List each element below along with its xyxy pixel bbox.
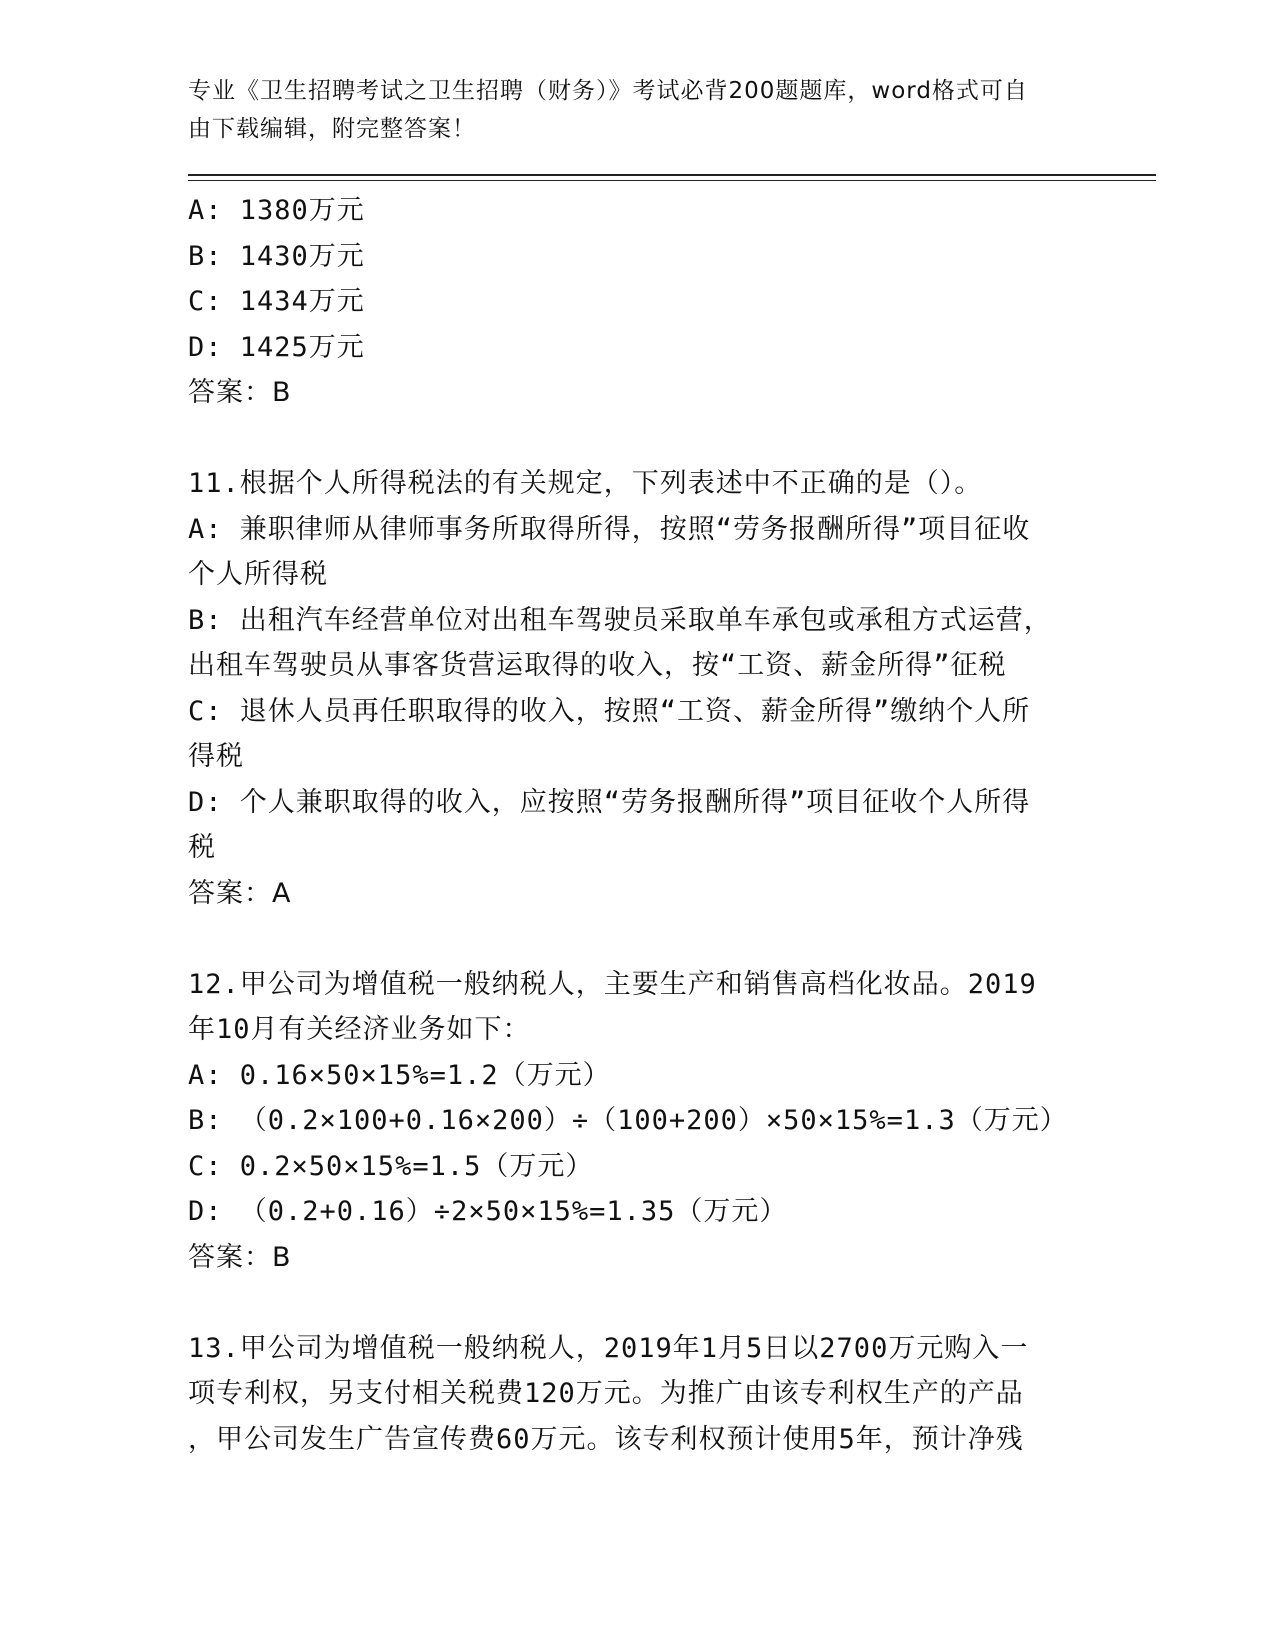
q11-answer: 答案：A <box>188 877 292 909</box>
header-line-2: 由下载编辑，附完整答案！ <box>188 116 476 142</box>
spacer <box>188 1280 1088 1326</box>
q12-stem-line-2: 年10月有关经济业务如下： <box>188 1014 531 1045</box>
q11-option-a-line-1: A: 兼职律师从律师事务所取得所得，按照“劳务报酬所得”项目征收 <box>188 513 1031 545</box>
document-body <box>188 188 1088 1462</box>
q12-option-a: A: 0.16×50×15%=1.2（万元） <box>188 1059 611 1091</box>
q10-option-a: A: 1380万元 <box>188 195 365 226</box>
q10-option-b: B: 1430万元 <box>188 240 365 272</box>
q13-stem-line-2: 项专利权，另支付相关税费120万元。为推广由该专利权生产的产品 <box>188 1378 1024 1409</box>
q10-option-d: D: 1425万元 <box>188 331 365 363</box>
q12-answer: 答案：B <box>188 1241 292 1273</box>
spacer <box>188 916 1088 962</box>
spacer <box>188 416 1088 462</box>
q11-option-c-line-2: 得税 <box>188 741 244 772</box>
q13-stem-line-1: 13.甲公司为增值税一般纳税人，2019年1月5日以2700万元购入一 <box>188 1332 1029 1364</box>
q11-option-b-line-1: B: 出租汽车经营单位对出租车驾驶员采取单车承包或承租方式运营， <box>188 604 1052 636</box>
q11-option-d-line-2: 税 <box>188 832 216 863</box>
q11-option-c-line-1: C: 退休人员再任职取得的收入，按照“工资、薪金所得”缴纳个人所 <box>188 695 1031 727</box>
q10-answer: 答案：B <box>188 377 292 408</box>
q12-option-c: C: 0.2×50×15%=1.5（万元） <box>188 1150 594 1182</box>
q13-stem-line-3: ，甲公司发生广告宣传费60万元。该专利权预计使用5年，预计净残 <box>188 1423 1024 1455</box>
header-divider-thin <box>188 180 1156 181</box>
q11-option-a-line-2: 个人所得税 <box>188 559 328 590</box>
q12-stem-line-1: 12.甲公司为增值税一般纳税人，主要生产和销售高档化妆品。2019 <box>188 968 1037 1000</box>
q10-option-c: C: 1434万元 <box>188 286 365 317</box>
q11-option-b-line-2: 出租车驾驶员从事客货营运取得的收入，按“工资、薪金所得”征税 <box>188 650 1007 681</box>
q11-stem: 11.根据个人所得税法的有关规定，下列表述中不正确的是（）。 <box>188 468 983 499</box>
q12-option-d: D: （0.2+0.16）÷2×50×15%=1.35（万元） <box>188 1196 788 1227</box>
q12-option-b: B: （0.2×100+0.16×200）÷（100+200）×50×15%=1.3（万元） <box>188 1105 1068 1136</box>
header-line-1: 专业《卫生招聘考试之卫生招聘（财务）》考试必背200题题库，word格式可自 <box>188 78 1028 104</box>
q11-option-d-line-1: D: 个人兼职取得的收入，应按照“劳务报酬所得”项目征收个人所得 <box>188 786 1031 818</box>
header-divider-thick <box>188 174 1156 176</box>
page-header <box>188 72 1068 148</box>
